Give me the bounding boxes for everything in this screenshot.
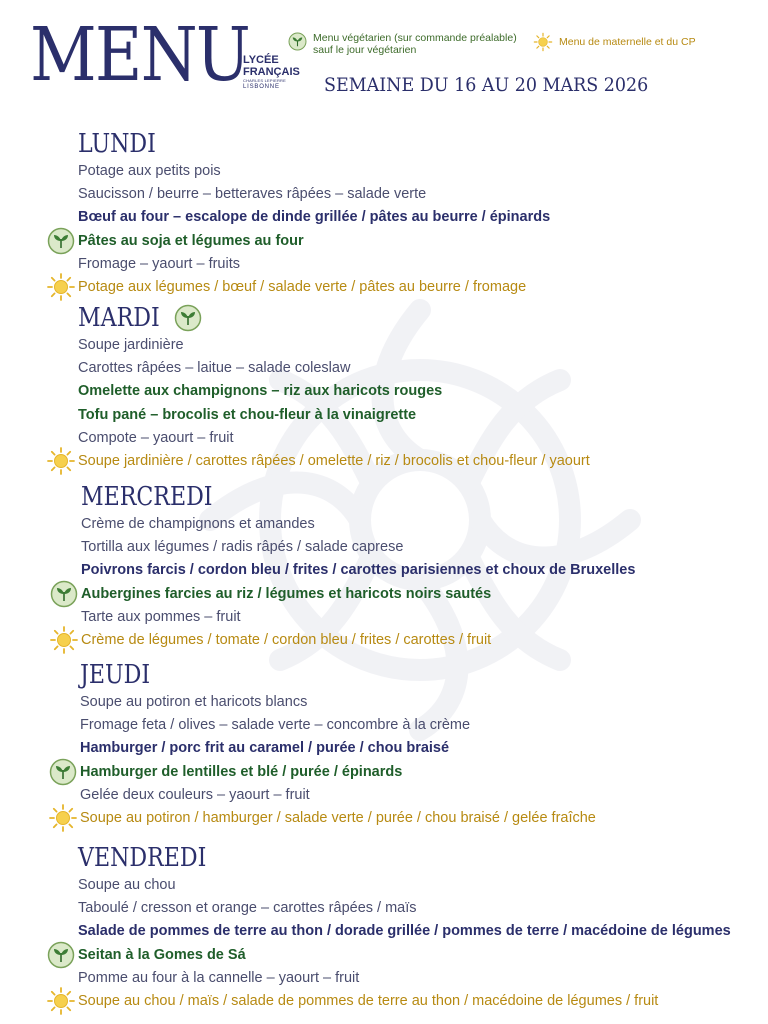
- legend-mat-text: Menu de maternelle et du CP: [559, 36, 696, 48]
- legend-vegetarian: [288, 32, 517, 56]
- menu-line-main: [80, 737, 596, 760]
- menu-line-plain: [78, 183, 550, 206]
- day-title: [80, 659, 596, 691]
- menu-line-plain: [78, 874, 731, 897]
- day-title: [81, 481, 635, 513]
- menu-line-text: Soupe au potiron / hamburger / salade verte / purée / chou braisé / gelée fraîche: [80, 809, 596, 826]
- menu-line-veg: [78, 404, 590, 427]
- menu-line-text: Potage aux petits pois: [78, 163, 221, 179]
- sun-icon: [46, 446, 76, 476]
- menu-line-plain: [80, 691, 596, 714]
- menu-line-text: Soupe jardinière / carottes râpées / omelette / riz / brocolis et chou-fleur / yaourt: [78, 452, 590, 469]
- school-name-line1: LYCÉE: [243, 54, 279, 66]
- day-title: [78, 842, 731, 874]
- menu-line-text: Poivrons farcis / cordon bleu / frites / carottes parisiennes et choux de Bruxelles: [81, 562, 636, 579]
- menu-line-text: Compote – yaourt – fruit: [78, 429, 234, 446]
- sun-icon: [48, 803, 78, 833]
- menu-line-plain: [80, 784, 596, 807]
- menu-line-plain: [78, 427, 590, 450]
- day-section-jeudi: [80, 659, 596, 830]
- menu-line-text: Potage aux légumes / bœuf / salade verte / pâtes au beurre / fromage: [78, 278, 527, 295]
- menu-line-mat: [80, 807, 596, 830]
- menu-line-text: Omelette aux champignons – riz aux haricots rouges: [78, 383, 443, 400]
- legend-veg-text-2: sauf le jour végétarien: [313, 44, 417, 56]
- menu-line-text: Soupe jardinière: [78, 337, 184, 353]
- day-title: [78, 302, 590, 334]
- school-name-line4: LISBONNE: [243, 84, 280, 90]
- menu-line-text: Tarte aux pommes – fruit: [81, 608, 241, 625]
- day-name: VENDREDI: [78, 843, 207, 873]
- day-section-mardi: [78, 302, 590, 473]
- vegetarian-day-leaf-icon: [174, 304, 202, 332]
- menu-line-text: Soupe au chou / maïs / salade de pommes de terre au thon / macédoine de légumes / fruit: [78, 992, 659, 1009]
- menu-line-mat: [78, 276, 550, 299]
- menu-line-veg: [78, 380, 590, 403]
- menu-line-text: Fromage – yaourt – fruits: [78, 255, 240, 272]
- menu-line-main: [78, 920, 731, 943]
- menu-line-text: Carottes râpées – laitue – salade coleslaw: [78, 360, 351, 377]
- menu-logo-title: MENU: [30, 12, 250, 98]
- sun-icon: [46, 272, 76, 302]
- legend-maternelle: [533, 32, 696, 52]
- week-title: SEMAINE DU 16 AU 20 MARS 2026: [324, 74, 649, 96]
- menu-line-plain: [78, 357, 590, 380]
- menu-line-text: Pâtes au soja et légumes au four: [78, 232, 304, 249]
- school-name-line2: FRANÇAIS: [243, 66, 300, 78]
- leaf-icon: [47, 941, 75, 969]
- leaf-icon: [288, 32, 307, 51]
- menu-line-plain: [81, 536, 635, 559]
- menu-line-plain: [81, 513, 635, 536]
- menu-line-veg: [81, 583, 635, 606]
- menu-line-plain: [81, 606, 635, 629]
- menu-line-text: Hamburger de lentilles et blé / purée / épinards: [80, 763, 403, 780]
- menu-line-text: Tofu pané – brocolis et chou-fleur à la vinaigrette: [78, 406, 417, 423]
- day-section-mercredi: [81, 481, 635, 652]
- sun-icon: [533, 32, 553, 52]
- sun-icon: [49, 625, 79, 655]
- menu-line-text: Crème de champignons et amandes: [81, 516, 315, 532]
- school-name-line3: CHARLES LEPIERRE: [243, 78, 286, 83]
- menu-line-text: Seitan à la Gomes de Sá: [78, 946, 246, 963]
- menu-line-veg: [78, 944, 731, 967]
- menu-line-main: [81, 559, 635, 582]
- leaf-icon: [47, 227, 75, 255]
- day-name: LUNDI: [78, 129, 156, 159]
- legend-veg-text-1: Menu végétarien (sur commande préalable): [313, 32, 517, 44]
- menu-line-veg: [78, 230, 550, 253]
- menu-line-text: Crème de légumes / tomate / cordon bleu / frites / carottes / fruit: [81, 631, 492, 648]
- menu-line-main: [78, 206, 550, 229]
- menu-line-text: Hamburger / porc frit au caramel / purée / chou braisé: [80, 740, 450, 757]
- day-title: [78, 128, 550, 160]
- menu-line-plain: [78, 897, 731, 920]
- menu-line-text: Bœuf au four – escalope de dinde grillée / pâtes au beurre / épinards: [78, 209, 551, 226]
- leaf-icon: [50, 580, 78, 608]
- menu-line-mat: [81, 629, 635, 652]
- menu-line-plain: [78, 334, 590, 357]
- school-logo: [243, 55, 300, 90]
- sun-icon: [46, 986, 76, 1016]
- menu-line-plain: [80, 714, 596, 737]
- menu-line-veg: [80, 761, 596, 784]
- menu-line-text: Saucisson / beurre – betteraves râpées – salade verte: [78, 186, 427, 203]
- leaf-icon: [49, 758, 77, 786]
- menu-line-mat: [78, 990, 731, 1013]
- menu-line-text: Gelée deux couleurs – yaourt – fruit: [80, 786, 310, 803]
- menu-line-text: Taboulé / cresson et orange – carottes râpées / maïs: [78, 900, 417, 917]
- menu-line-text: Pomme au four à la cannelle – yaourt – fruit: [78, 969, 360, 986]
- menu-line-text: Salade de pommes de terre au thon / dorade grillée / pommes de terre / macédoine de légumes: [78, 923, 731, 940]
- menu-line-text: Soupe au potiron et haricots blancs: [80, 694, 308, 710]
- menu-line-mat: [78, 450, 590, 473]
- menu-line-plain: [78, 160, 550, 183]
- day-section-lundi: [78, 128, 550, 299]
- day-name: MARDI: [78, 303, 160, 333]
- menu-line-text: Fromage feta / olives – salade verte – concombre à la crème: [80, 717, 471, 734]
- menu-line-plain: [78, 253, 550, 276]
- menu-line-plain: [78, 967, 731, 990]
- menu-line-text: Tortilla aux légumes / radis râpés / salade caprese: [81, 539, 404, 556]
- day-name: MERCREDI: [81, 482, 213, 512]
- day-section-vendredi: [78, 842, 731, 1013]
- menu-line-text: Aubergines farcies au riz / légumes et haricots noirs sautés: [81, 585, 492, 602]
- menu-line-text: Soupe au chou: [78, 877, 176, 893]
- day-name: JEUDI: [80, 660, 151, 690]
